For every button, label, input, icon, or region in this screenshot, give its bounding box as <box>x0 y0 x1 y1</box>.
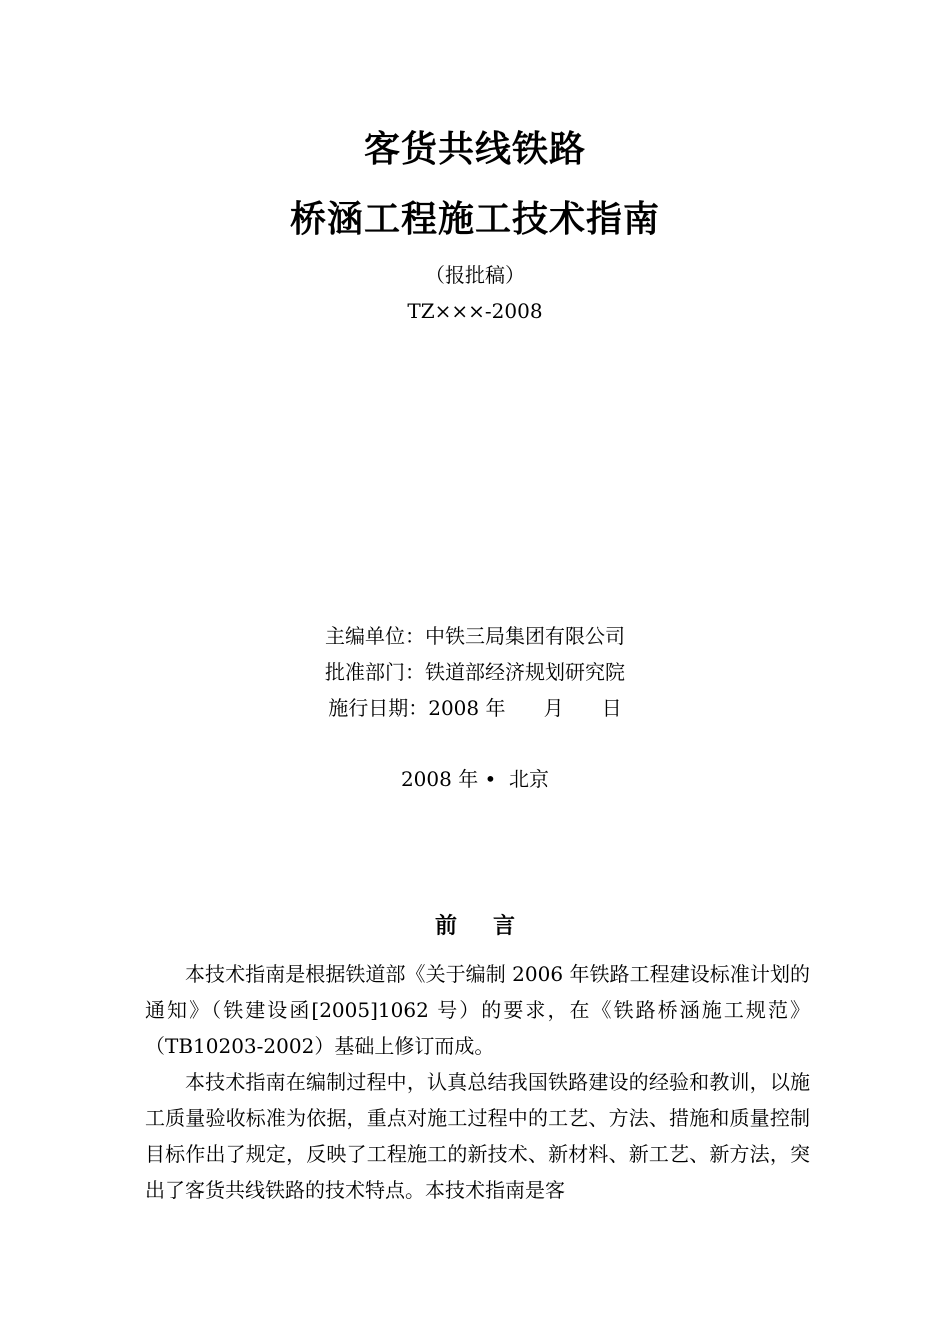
effective-date: 施行日期：2008 年 月 日 <box>328 696 622 720</box>
draft-status: （报批稿） <box>425 263 525 287</box>
title-line-1: 客货共线铁路 <box>363 129 586 170</box>
publication-info <box>0 618 950 726</box>
preface-paragraph: 本技术指南是根据铁道部《关于编制 2006 年铁路工程建设标准计划的通知》（铁建设函[2005]1062 号）的要求，在《铁路桥涵施工规范》（TB10203-2002）基础上修订而成。 <box>145 962 810 1058</box>
editor-unit: 主编单位：中铁三局集团有限公司 <box>325 624 625 648</box>
year-and-place: 2008 年 • 北京 <box>400 767 550 791</box>
standard-code: TZ×××-2008 <box>407 299 543 323</box>
approval-department: 批准部门：铁道部经济规划研究院 <box>325 660 625 684</box>
preface-body <box>145 956 810 1208</box>
title-line-2: 桥涵工程施工技术指南 <box>289 199 660 240</box>
preface-heading: 前言 <box>434 914 551 939</box>
preface-paragraph: 本技术指南在编制过程中，认真总结我国铁路建设的经验和教训，以施工质量验收标准为依据，重点对施工过程中的工艺、方法、措施和质量控制目标作出了规定，反映了工程施工的新技术、新材料、新工艺、新方法，突出了客货共线铁路的技术特点。本技术指南是客 <box>145 1070 810 1202</box>
